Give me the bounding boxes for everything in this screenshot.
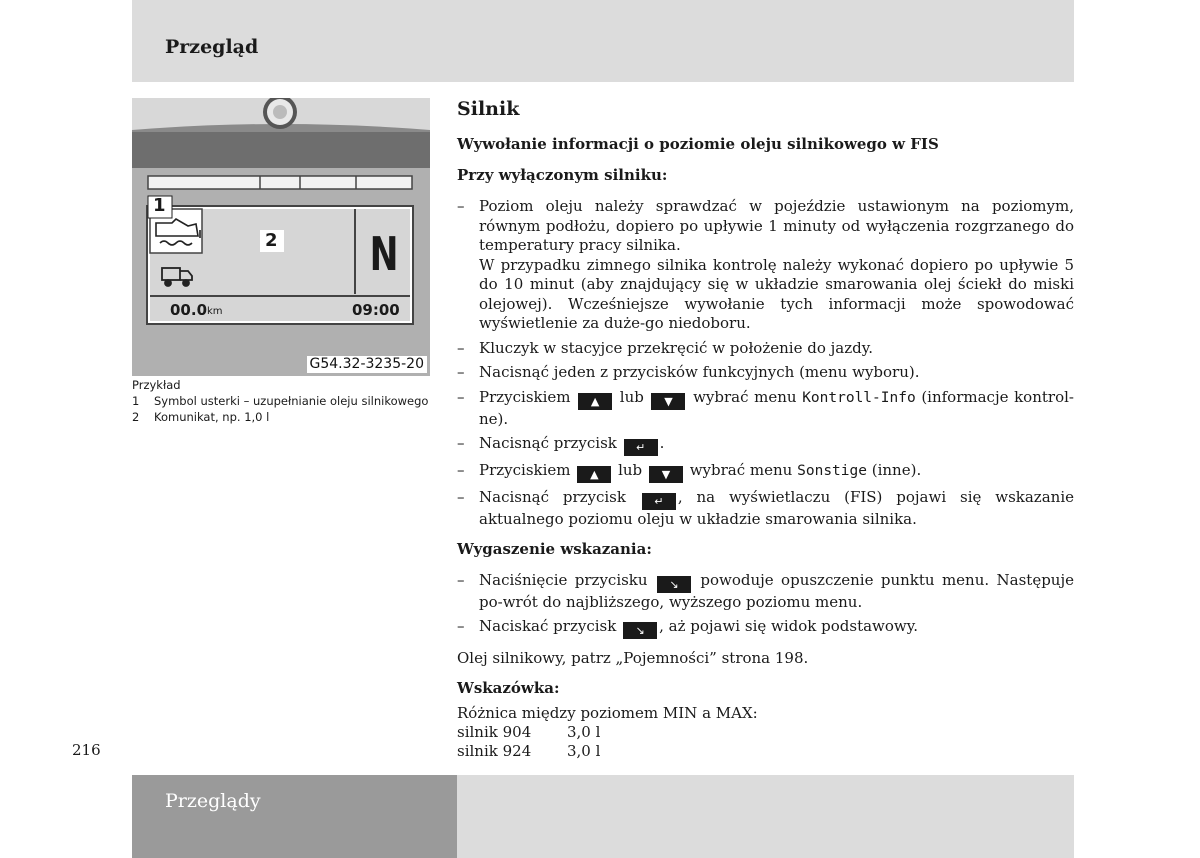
table-row: silnik 924 3,0 l — [457, 742, 601, 760]
engine-table — [457, 723, 600, 761]
enter-key-icon: ↵ — [642, 493, 676, 510]
odometer-unit: km — [207, 306, 223, 317]
odometer-value: 00.0 — [170, 301, 208, 319]
steps-list — [457, 197, 1074, 530]
clock: 09:00 — [352, 301, 400, 319]
down-key-icon: ▼ — [649, 466, 683, 483]
list-item: – Naciśnięcie przycisku ↘ powoduje opuszczenie punktu menu. Następuje po-wrót do najbliższego, wyższego poziomu menu. — [457, 570, 1074, 611]
footer-bar-light — [457, 775, 1074, 858]
back-key-icon: ↘ — [657, 576, 691, 593]
table-row: silnik 904 3,0 l — [457, 723, 601, 741]
callout-2: 2 — [265, 230, 278, 251]
list-item: – Nacisnąć przycisk ↵ , na wyświetlaczu (FIS) pojawi się wskazanie aktualnego poziomu oleju w układzie smarowania silnika. — [457, 488, 1074, 528]
list-item: – Przyciskiem ▲ lub ▼ wybrać menu Kontroll-Info (informacje kontrol-ne). — [457, 387, 1074, 428]
section-title-dismiss: Wygaszenie wskazania: — [457, 539, 652, 558]
page-number: 216 — [72, 741, 101, 759]
gear-indicator: N — [369, 227, 399, 281]
list-item: – Kluczyk w stacyjce przekręcić w położenie do jazdy. — [457, 338, 873, 357]
footer-bar — [132, 775, 457, 858]
list-item: – Naciskać przycisk ↘ , aż pojawi się widok podstawowy. — [457, 617, 919, 637]
list-item: – Przyciskiem ▲ lub ▼ wybrać menu Sonstige (inne). — [457, 461, 922, 481]
main-content — [457, 97, 1074, 761]
dismiss-list — [457, 571, 1074, 640]
up-key-icon: ▲ — [578, 393, 612, 410]
back-key-icon: ↘ — [623, 622, 657, 639]
note-title: Wskazówka: — [457, 678, 560, 697]
note-intro: Różnica między poziomem MIN a MAX: — [457, 703, 758, 722]
enter-key-icon: ↵ — [624, 439, 658, 456]
down-key-icon: ▼ — [651, 393, 685, 410]
section-title-engine-off: Przy wyłączonym silniku: — [457, 166, 668, 184]
figure-caption — [132, 377, 432, 425]
list-item: – Poziom oleju należy sprawdzać w pojeździe ustawionym na poziomym, równym podłożu, dopiero po upływie 1 minuty od wyłączenia rozgrzanego do temperatury pracy silnika. W przypadku zimnego silnika kontrolę należy wykonać dopiero po upływie 5 do 10 minut (aby znajdujący się w układzie smarowania olej ściekł do miski olejowej). Wcześniejsze wywołanie tych informacji może spowodować wyświetlenie za duże-go niedoboru. — [457, 197, 1074, 332]
instrument-cluster-figure — [132, 98, 430, 376]
caption-item: 1 Symbol usterki – uzupełnianie oleju silnikowego — [132, 394, 429, 408]
oil-reference: Olej silnikowy, patrz „Pojemności” strona 198. — [457, 649, 809, 667]
subheading: Wywołanie informacji o poziomie oleju silnikowego w FIS — [457, 135, 939, 153]
section-title: Przegląd — [165, 36, 259, 58]
figure-code: G54.32-3235-20 — [307, 356, 427, 373]
chapter-title: Przeglądy — [165, 790, 261, 812]
caption-title: Przykład — [132, 378, 181, 392]
page-heading: Silnik — [457, 98, 520, 120]
callout-1: 1 — [153, 195, 166, 216]
caption-item: 2 Komunikat, np. 1,0 l — [132, 410, 270, 424]
up-key-icon: ▲ — [577, 466, 611, 483]
header-bar — [132, 0, 1074, 82]
list-item: – Nacisnąć jeden z przycisków funkcyjnych (menu wyboru). — [457, 363, 920, 381]
list-item: – Nacisnąć przycisk ↵ . — [457, 434, 665, 454]
